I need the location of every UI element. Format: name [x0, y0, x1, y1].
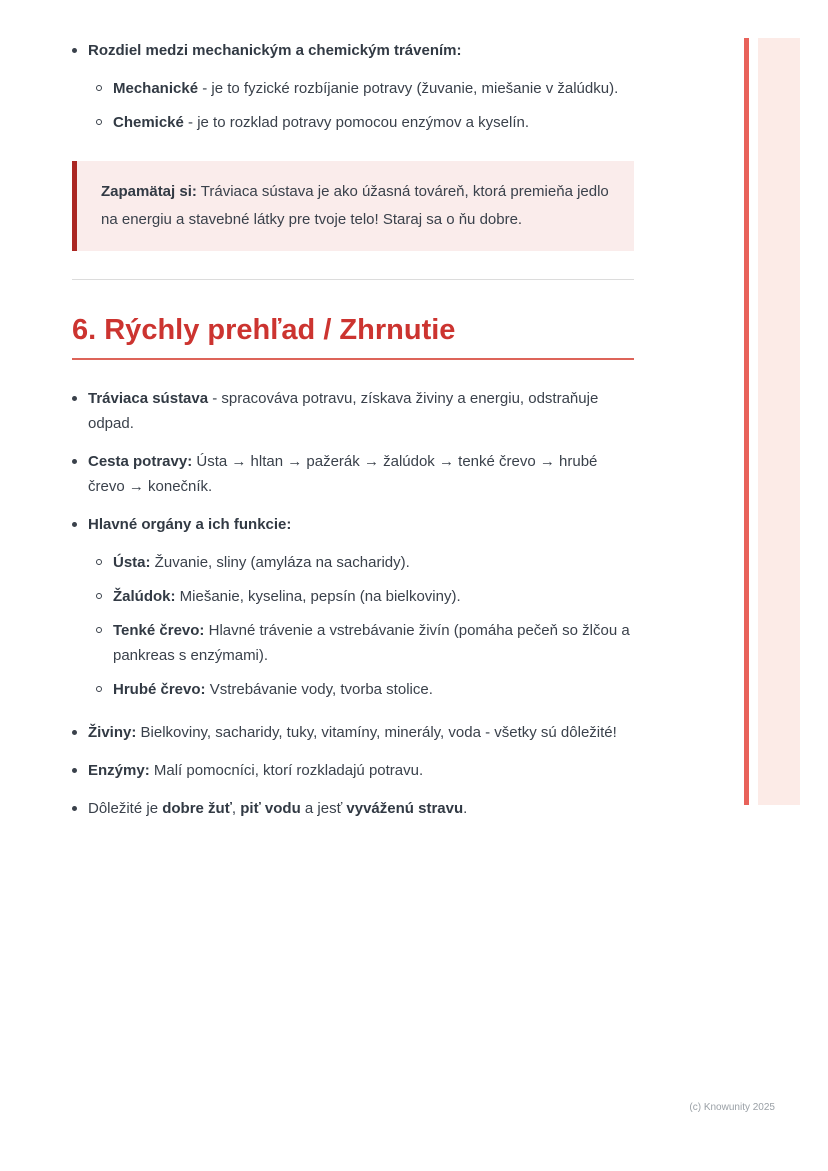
- bullet-icon: [72, 48, 77, 53]
- list-item-text: [88, 720, 634, 745]
- list-item-text: [88, 449, 634, 499]
- list-item-bold: Enzýmy:: [88, 762, 150, 779]
- list-item-rest: Hlavné trávenie a vstrebávanie živín (pomáha pečeň so žlčou a pankreas s enzýmami).: [113, 622, 630, 664]
- list-item-rest: Dôležité je: [88, 800, 163, 817]
- circle-bullet-icon: [96, 593, 102, 599]
- list-item: [96, 584, 634, 609]
- circle-bullet-icon: [96, 85, 102, 91]
- list-item-text: [113, 76, 634, 101]
- list-item: [96, 110, 634, 135]
- callout-box: [72, 161, 634, 251]
- right-accent-stripe: [744, 38, 749, 805]
- bullet-icon: [72, 396, 77, 401]
- list-item: [96, 618, 634, 668]
- circle-bullet-icon: [96, 627, 102, 633]
- list-item-text: [88, 796, 634, 821]
- list-item-rest: - spracováva potravu, získava živiny a energiu, odstraňuje odpad.: [88, 390, 599, 432]
- section-heading: 6. Rýchly prehľad / Zhrnutie: [72, 314, 456, 346]
- footer-credit: (c) Knowunity 2025: [689, 1102, 775, 1113]
- list-item-rest: Malí pomocníci, ktorí rozkladajú potravu.: [149, 762, 424, 779]
- list-item: [72, 720, 634, 745]
- callout-label: Zapamätaj si:: [101, 183, 197, 200]
- list-item-rest: .: [463, 800, 468, 817]
- list-item-bold: Rozdiel medzi mechanickým a chemickým trávením:: [88, 42, 462, 59]
- list-item-text: [113, 110, 634, 135]
- list-item-bold: Cesta potravy:: [88, 453, 193, 470]
- heading-underline: [72, 358, 634, 360]
- list-item-rest: Ústa → hltan → pažerák → žalúdok → tenké črevo → hrubé črevo → konečník.: [88, 453, 598, 495]
- list-item: [72, 38, 634, 63]
- bullet-icon: [72, 806, 77, 811]
- summary-list: [72, 386, 634, 821]
- circle-bullet-icon: [96, 119, 102, 125]
- bullet-icon: [72, 768, 77, 773]
- list-item-bold: Hrubé črevo:: [113, 681, 206, 698]
- list-item: [72, 796, 634, 821]
- list-item-bold: Tenké črevo:: [113, 622, 205, 639]
- list-item-rest: Vstrebávanie vody, tvorba stolice.: [205, 681, 433, 698]
- list-item-rest: - je to fyzické rozbíjanie potravy (žuvanie, miešanie v žalúdku).: [198, 80, 619, 97]
- bullet-icon: [72, 459, 77, 464]
- list-item-bold: vyváženú stravu: [346, 800, 464, 817]
- list-item-rest: Žuvanie, sliny (amyláza na sacharidy).: [150, 554, 410, 571]
- list-item: [72, 512, 634, 537]
- list-item-text: [88, 386, 634, 436]
- section-divider: [72, 279, 634, 280]
- list-item-text: [113, 584, 634, 609]
- list-item: [72, 386, 634, 436]
- callout-text: [101, 178, 610, 234]
- list-item: [72, 758, 634, 783]
- list-item-rest: Bielkoviny, sacharidy, tuky, vitamíny, minerály, voda - všetky sú dôležité!: [136, 724, 617, 741]
- list-item-bold: piť vodu: [240, 800, 301, 817]
- list-item-bold: Hlavné orgány a ich funkcie:: [88, 516, 292, 533]
- list-item-text: [88, 512, 634, 537]
- list-item-text: [113, 618, 634, 668]
- list-item-rest: a jesť: [300, 800, 347, 817]
- organs-sublist: [72, 550, 634, 702]
- bullet-icon: [72, 730, 77, 735]
- callout-body: Tráviaca sústava je ako úžasná továreň, ktorá premieňa jedlo na energiu a stavebné látky pre tvoje telo! Staraj sa o ňu dobre.: [101, 183, 609, 228]
- list-item: [96, 76, 634, 101]
- list-item-rest: Miešanie, kyselina, pepsín (na bielkoviny).: [175, 588, 461, 605]
- list-item-rest: - je to rozklad potravy pomocou enzýmov a kyselín.: [183, 114, 530, 131]
- list-item-text: [113, 550, 634, 575]
- list-item-bold: Tráviaca sústava: [88, 390, 209, 407]
- list-item: [72, 449, 634, 499]
- content-column: [72, 38, 634, 834]
- list-item: [96, 677, 634, 702]
- list-item: [96, 550, 634, 575]
- bullet-icon: [72, 522, 77, 527]
- list-item-rest: ,: [231, 800, 241, 817]
- list-item-bold: Mechanické: [113, 80, 199, 97]
- list-item-text: [88, 38, 634, 63]
- list-item-text: [113, 677, 634, 702]
- list-item-bold: Ústa:: [113, 554, 151, 571]
- list-item-bold: Chemické: [113, 114, 184, 131]
- right-accent-band: [758, 38, 800, 805]
- list-item-bold: dobre žuť: [162, 800, 232, 817]
- circle-bullet-icon: [96, 686, 102, 692]
- circle-bullet-icon: [96, 559, 102, 565]
- list-item-text: [88, 758, 634, 783]
- list-item-bold: Žalúdok:: [113, 588, 176, 605]
- intro-list: [72, 38, 634, 135]
- list-item-bold: Živiny:: [88, 724, 137, 741]
